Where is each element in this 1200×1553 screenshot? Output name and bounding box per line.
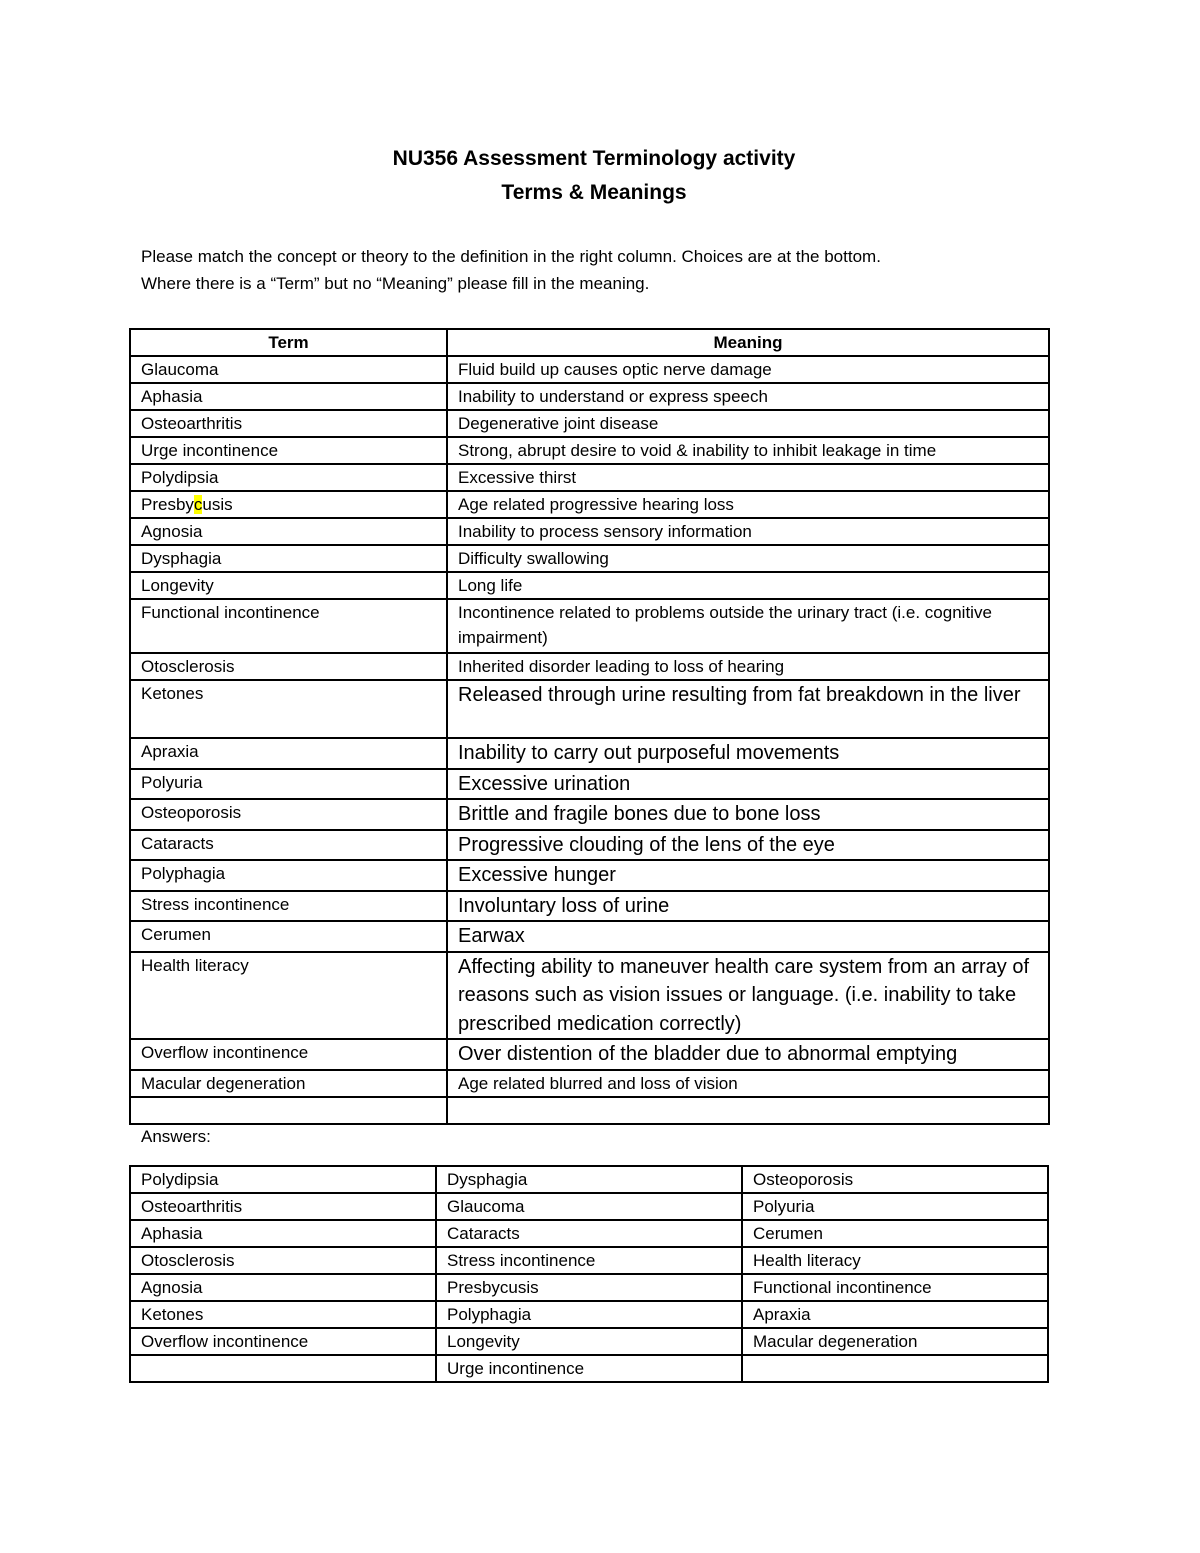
term-cell: Aphasia [130,383,447,410]
term-cell: Dysphagia [130,545,447,572]
table-row [130,1039,1049,1070]
term-text-part: Presby [141,495,194,514]
term-cell: Osteoporosis [130,799,447,830]
answer-cell: Osteoporosis [742,1166,1048,1193]
answer-cell: Urge incontinence [436,1355,742,1382]
meaning-cell[interactable]: Excessive urination [447,769,1049,800]
answer-cell: Presbycusis [436,1274,742,1301]
table-row [130,572,1049,599]
meaning-cell[interactable]: Strong, abrupt desire to void & inability to inhibit leakage in time [447,437,1049,464]
meaning-cell[interactable]: Age related blurred and loss of vision [447,1070,1049,1097]
table-row [130,1355,1048,1382]
term-cell: Overflow incontinence [130,1039,447,1070]
meaning-cell[interactable]: Fluid build up causes optic nerve damage [447,356,1049,383]
table-row [130,1328,1048,1355]
table-row [130,356,1049,383]
instructions-line-1: Please match the concept or theory to the definition in the right column. Choices are at the bottom. [141,247,881,266]
answer-cell: Longevity [436,1328,742,1355]
answer-cell: Agnosia [130,1274,436,1301]
meaning-cell[interactable]: Incontinence related to problems outside the urinary tract (i.e. cognitive impairment) [447,599,1049,653]
answer-cell: Macular degeneration [742,1328,1048,1355]
term-cell: Osteoarthritis [130,410,447,437]
term-cell-presbycusis [130,491,447,518]
table-row [130,830,1049,861]
term-cell: Stress incontinence [130,891,447,922]
answer-cell: Cataracts [436,1220,742,1247]
answer-cell: Glaucoma [436,1193,742,1220]
meaning-cell[interactable]: Released through urine resulting from fat breakdown in the liver [447,680,1049,738]
term-cell: Cataracts [130,830,447,861]
answer-cell: Ketones [130,1301,436,1328]
document-title: NU356 Assessment Terminology activity [392,147,796,170]
instructions-line-2: Where there is a “Term” but no “Meaning” please fill in the meaning. [141,274,650,293]
meaning-cell[interactable]: Over distention of the bladder due to abnormal emptying [447,1039,1049,1070]
meaning-cell[interactable]: Excessive hunger [447,860,1049,891]
answer-cell: Stress incontinence [436,1247,742,1274]
answer-cell: Polyphagia [436,1301,742,1328]
term-cell: Cerumen [130,921,447,952]
term-cell: Polydipsia [130,464,447,491]
terms-table [129,328,1050,1125]
answer-cell: Polydipsia [130,1166,436,1193]
meaning-cell[interactable]: Long life [447,572,1049,599]
meaning-column-header: Meaning [447,329,1049,356]
term-cell: Polyphagia [130,860,447,891]
meaning-cell[interactable]: Brittle and fragile bones due to bone loss [447,799,1049,830]
table-row [130,464,1049,491]
answer-cell: Otosclerosis [130,1247,436,1274]
term-cell: Urge incontinence [130,437,447,464]
answer-cell: Apraxia [742,1301,1048,1328]
table-row [130,383,1049,410]
table-row [130,545,1049,572]
term-cell: Macular degeneration [130,1070,447,1097]
term-column-header: Term [130,329,447,356]
table-row [130,680,1049,738]
table-row [130,599,1049,653]
table-row [130,1247,1048,1274]
meaning-cell[interactable]: Difficulty swallowing [447,545,1049,572]
term-cell: Polyuria [130,769,447,800]
answer-cell: Osteoarthritis [130,1193,436,1220]
terms-table-header-row [130,329,1049,356]
table-row [130,1220,1048,1247]
table-row [130,518,1049,545]
term-cell: Functional incontinence [130,599,447,653]
term-cell: Glaucoma [130,356,447,383]
term-cell: Otosclerosis [130,653,447,680]
answer-cell [742,1355,1048,1382]
answers-label: Answers: [141,1127,211,1146]
table-row [130,1301,1048,1328]
meaning-cell[interactable]: Inherited disorder leading to loss of hearing [447,653,1049,680]
term-cell: Health literacy [130,952,447,1040]
table-row [130,1070,1049,1097]
table-row [130,491,1049,518]
table-row [130,799,1049,830]
table-row [130,410,1049,437]
meaning-cell[interactable]: Inability to process sensory information [447,518,1049,545]
term-cell: Agnosia [130,518,447,545]
term-cell-empty[interactable] [130,1097,447,1124]
meaning-cell[interactable]: Inability to understand or express speech [447,383,1049,410]
table-row [130,1274,1048,1301]
table-row [130,738,1049,769]
answers-table [129,1165,1049,1383]
answer-cell: Aphasia [130,1220,436,1247]
meaning-cell[interactable]: Involuntary loss of urine [447,891,1049,922]
term-cell: Ketones [130,680,447,738]
highlighted-letter: c [193,495,203,514]
meaning-cell[interactable]: Degenerative joint disease [447,410,1049,437]
answer-cell: Functional incontinence [742,1274,1048,1301]
table-row [130,891,1049,922]
term-cell: Apraxia [130,738,447,769]
answer-cell: Overflow incontinence [130,1328,436,1355]
meaning-cell[interactable]: Inability to carry out purposeful movements [447,738,1049,769]
table-row [130,1166,1048,1193]
term-text-part: usis [202,495,233,514]
answer-cell: Cerumen [742,1220,1048,1247]
meaning-cell[interactable]: Age related progressive hearing loss [447,491,1049,518]
table-row-empty [130,1097,1049,1124]
meaning-cell-empty[interactable] [447,1097,1049,1124]
answer-cell: Polyuria [742,1193,1048,1220]
meaning-cell[interactable]: Earwax [447,921,1049,952]
table-row [130,1193,1048,1220]
table-row [130,653,1049,680]
table-row [130,952,1049,1040]
meaning-cell[interactable]: Excessive thirst [447,464,1049,491]
answer-cell: Health literacy [742,1247,1048,1274]
table-row [130,437,1049,464]
meaning-cell[interactable]: Affecting ability to maneuver health care system from an array of reasons such as vision issues or language. (i.e. inability to take prescribed medication correctly) [447,952,1049,1040]
answer-cell: Dysphagia [436,1166,742,1193]
meaning-cell[interactable]: Progressive clouding of the lens of the eye [447,830,1049,861]
term-cell: Longevity [130,572,447,599]
document-subtitle: Terms & Meanings [501,181,687,204]
table-row [130,921,1049,952]
answer-cell [130,1355,436,1382]
table-row [130,769,1049,800]
table-row [130,860,1049,891]
